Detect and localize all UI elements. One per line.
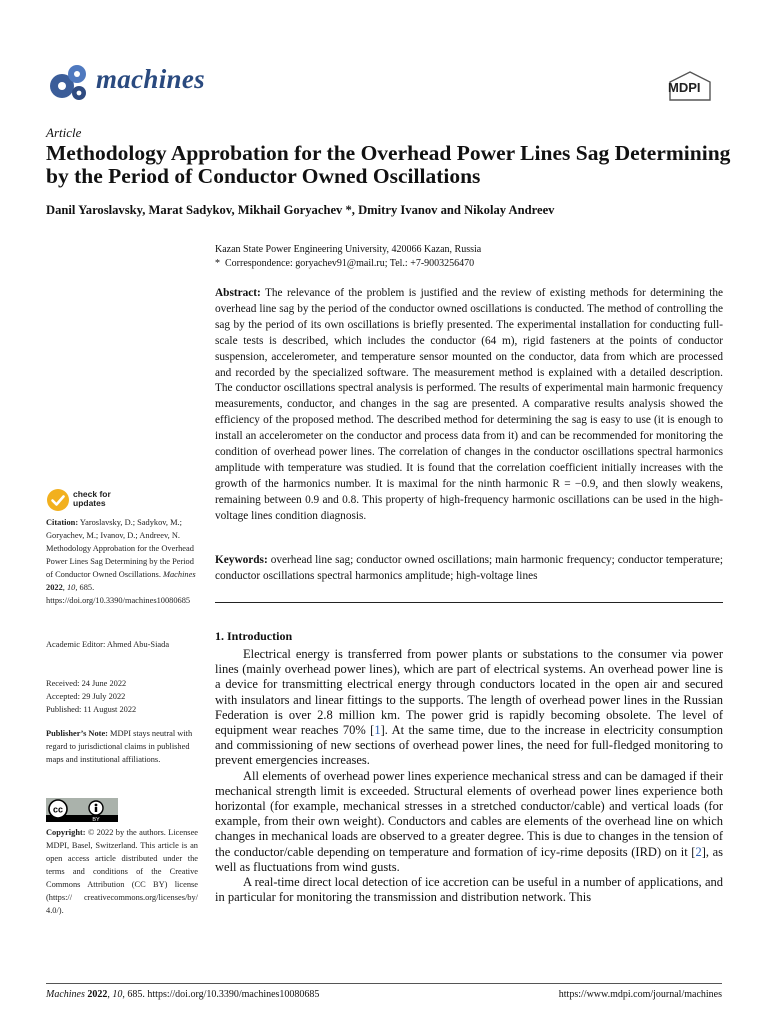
paragraph-text: ]. At the same time, due to the increase in electricity consumption and commissioning of new sections of overhead power lines, the need for full-fledged monitoring to prevent emergencies increases. xyxy=(215,723,723,768)
copyright-text: © 2022 by the authors. Licensee MDPI, Basel, Switzerland. This article is an open access article distributed under the terms and conditions of the Creative Commons Attribution (CC BY) license (https:// creativecommons.org/licenses/by/ 4.0/). xyxy=(46,828,198,915)
footer-doi[interactable]: , 685. https://doi.org/10.3390/machines10080685 xyxy=(122,989,320,1000)
dates-block xyxy=(46,677,198,716)
citation-link[interactable]: 2 xyxy=(695,844,702,859)
article-type: Article xyxy=(46,125,82,140)
accepted-date: Accepted: 29 July 2022 xyxy=(46,692,126,701)
copyright-block xyxy=(46,826,198,917)
paragraph-text: Electrical energy is transferred from power plants or substations to the consumer via power lines (mainly overhead power lines), which are part of electrical systems. An overhead power line is a device for transmitting electrical energy through conductors located in the open air and secured with insulators and linear fittings to the supports. The length of overhead power lines in the Russian Federation is over 2.8 million km. The power grid is rapidly becoming obsolete. The level of equipment wear reaches 70% [ xyxy=(215,647,723,738)
publisher-note-label: Publisher’s Note: xyxy=(46,729,108,738)
academic-editor: Academic Editor: Ahmed Abu-Siada xyxy=(46,640,170,649)
footer-rule xyxy=(46,983,722,984)
cc-by-label: BY xyxy=(92,817,100,822)
publisher-note-text: MDPI stays neutral with regard to jurisdictional claims in published maps and institutional affiliations. xyxy=(46,729,193,764)
svg-text:cc: cc xyxy=(52,804,64,815)
publisher-note xyxy=(46,727,198,766)
footer-year: 2022 xyxy=(87,989,108,1000)
paragraph xyxy=(215,769,723,875)
paragraph-text: All elements of overhead power lines experience mechanical stress and can be damaged if their mechanical strength limit is exceeded. Structural elements of overhead power lines experience both horizontal (for example, mechanical stresses in a stretched conductor/cable) and vertical loads (for example, from their own weight). Conductors and cables are elements of the overhead line on which changes in mechanical loads are observed to a greater degree. This is due to changes in the tension of the conductor/cable depending on temperature and formation of icy-rime deposits (IRD) on it [ xyxy=(215,768,723,859)
citation-journal: Machines xyxy=(163,570,196,579)
author-list: Danil Yaroslavsky, Marat Sadykov, Mikhail Goryachev *, Dmitry Ivanov and Nikolay Andreev xyxy=(46,203,555,217)
abstract-label: Abstract: xyxy=(215,287,261,299)
paragraph: A real-time direct local detection of ice accretion can be useful in a number of applications, and in particular for monitoring the transmission and distribution network. This xyxy=(215,875,723,905)
paragraph xyxy=(215,647,723,769)
paragraph-text: ], as well as fluctuations from wind gusts. xyxy=(215,844,724,874)
affiliation: Kazan State Power Engineering University, 420066 Kazan, Russia xyxy=(215,244,482,255)
cc-by-license-icon[interactable] xyxy=(46,798,118,822)
check-for-updates-label[interactable] xyxy=(73,490,111,508)
abstract xyxy=(215,286,723,525)
correspondence: * Correspondence: goryachev91@mail.ru; Tel.: +7-9003256470 xyxy=(215,258,475,269)
affiliation-block xyxy=(215,243,735,271)
citation-year: 2022 xyxy=(46,583,63,592)
keywords xyxy=(215,553,723,585)
check-updates-line: check for xyxy=(73,489,111,499)
keywords-text: overhead line sag; conductor owned oscillations; main harmonic frequency; conductor temperature; conductor oscillations spectral harmonics amplitude; high-voltage lines xyxy=(215,554,724,582)
abstract-text: The relevance of the problem is justified and the review of existing methods for determining the overhead line sag by the period of the conductor owned oscillations is conducted. The method of controlling the sag by the period of its own oscillations is briefly presented. The experimental installation for conducting full-scale tests is described, which includes the conductor (64 m), rigid fasteners at the points of conductor suspension, accelerometer, and temperature sensor mounted on the conductor, data from which are processed and recorded by the specialized software. The measurement method is explained with a detailed description. The conductor oscillations spectral analysis is performed. The results of experimental main harmonic frequency measurements, conductor, and changes in the sag are presented. A comparative results analysis showed the efficiency of the proposed method. The described method for determining the sag is easy to use (it is enough to install an accelerometer on the conductor and process data from it) and can be recommended for monitoring the condition of overhead power lines. The correlation of changes in the conductor oscillations spectral harmonics amplitude with temperature was studied. It is found that the correlation coefficient initially increases with the growth of the harmonics number. It is maximal for the ninth harmonic R = −0.9, and then slowly weakens, remaining between 0.9 and 0.8. This property of high-frequency harmonic oscillations can be used in the high-voltage lines condition diagnosis. xyxy=(215,287,723,522)
gears-icon xyxy=(46,60,90,104)
introduction-body xyxy=(215,647,723,905)
section-divider xyxy=(215,602,723,603)
citation-link[interactable]: 1 xyxy=(374,723,381,738)
citation-volume: 10 xyxy=(66,583,76,592)
footer-citation: Machines 2022, 10, 685. https://doi.org/10.3390/machines10080685 xyxy=(46,989,320,1000)
section-heading: 1. Introduction xyxy=(215,629,293,643)
citation-block: Citation: Yaroslavsky, D.; Sadykov, M.; Goryachev, M.; Ivanov, D.; Andreev, N. Methodology Approbation for the Overhead Power Lines Sag Determining by the Period of Conductor Owned Oscillations. Machines 2022, 10, 685. https://doi.org/10.3390/machines10080685 xyxy=(46,518,196,605)
article-title: Methodology Approbation for the Overhead Power Lines Sag Determining by the Period of Conductor Owned Oscillations xyxy=(46,141,731,188)
copyright-label: Copyright: xyxy=(46,828,86,837)
published-date: Published: 11 August 2022 xyxy=(46,705,137,714)
footer-journal-url[interactable]: https://www.mdpi.com/journal/machines xyxy=(558,989,722,1000)
received-date: Received: 24 June 2022 xyxy=(46,679,127,688)
footer-journal: Machines xyxy=(46,989,85,1000)
citation-doi[interactable]: , 685. https://doi.org/10.3390/machines10080685 xyxy=(46,583,191,605)
citation-text: Yaroslavsky, D.; Sadykov, M.; Goryachev, M.; Ivanov, D.; Andreev, N. Methodology Approbation for the Overhead Power Lines Sag Determining by the Period of Conductor Owned Oscillations. xyxy=(46,518,194,579)
check-updates-line: updates xyxy=(73,498,106,508)
citation-label: Citation: xyxy=(46,518,79,527)
journal-name[interactable]: machines xyxy=(96,64,205,94)
footer-volume: 10 xyxy=(112,989,123,1000)
check-for-updates-icon[interactable] xyxy=(46,488,70,512)
mdpi-logo-text[interactable]: MDPI xyxy=(668,80,701,95)
keywords-label: Keywords: xyxy=(215,554,268,566)
